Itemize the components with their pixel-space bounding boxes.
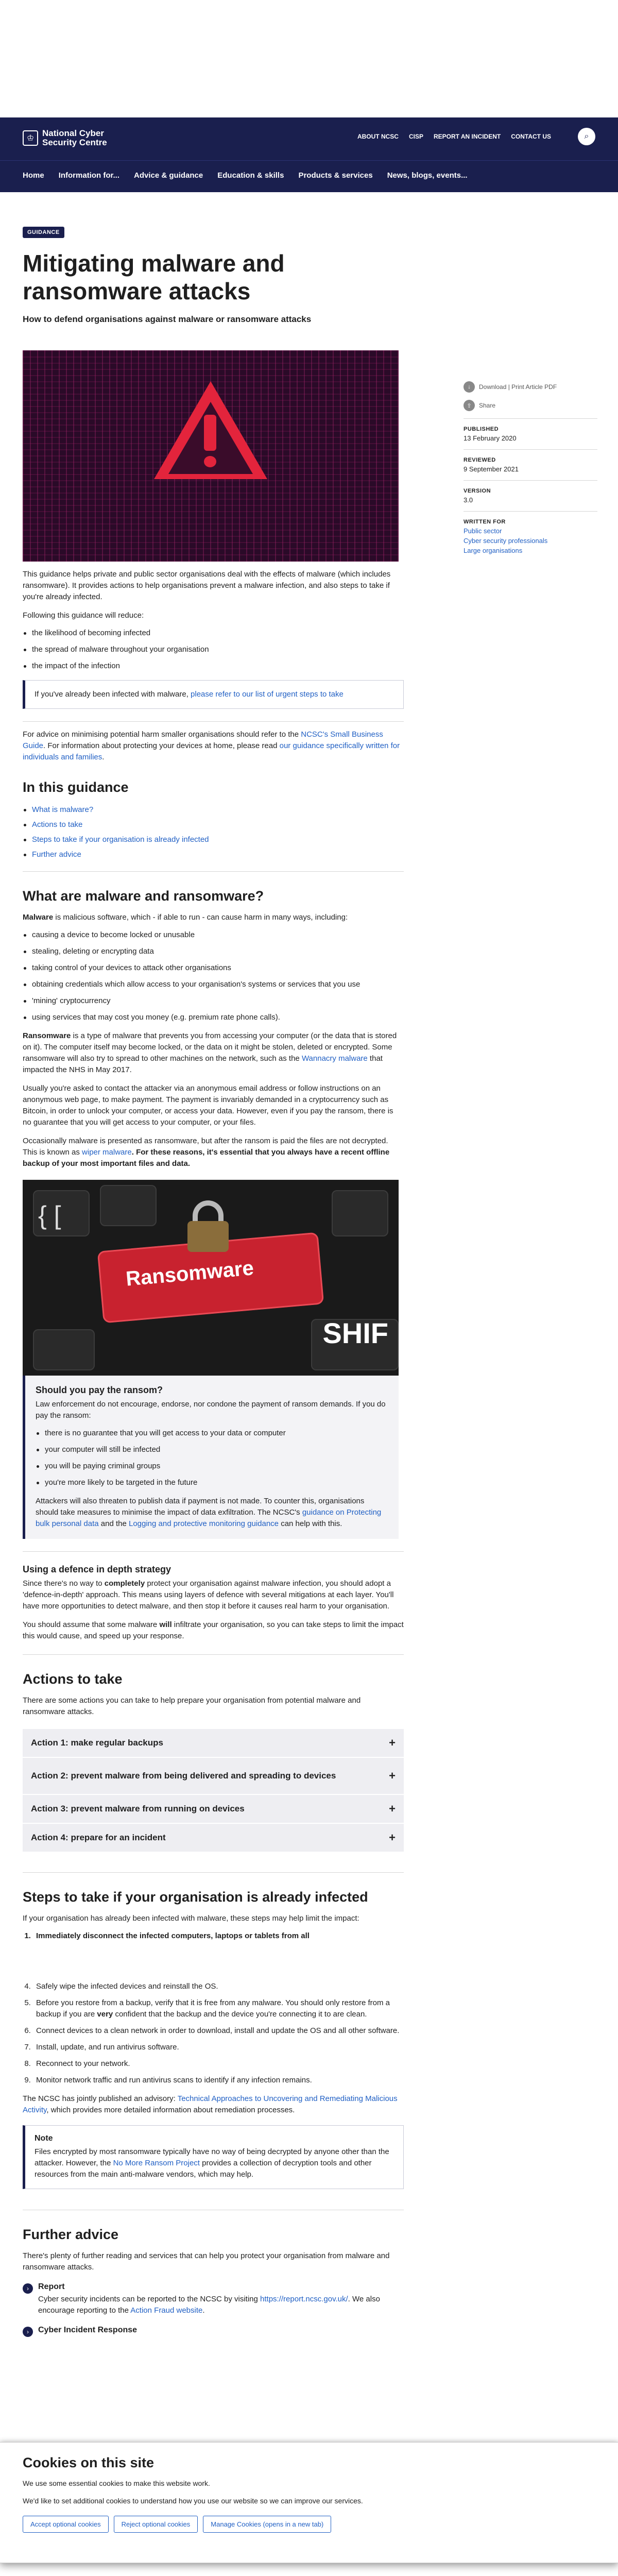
version-label: VERSION [464,488,491,494]
depth-heading: Using a defence in depth strategy [23,1564,171,1574]
pay-ransom-box [23,1376,399,1539]
version-value: 3.0 [464,496,473,504]
infected-callout [23,680,404,709]
ransomware-keyboard-image [23,1180,399,1376]
utility-link-about[interactable]: ABOUT NCSC [357,133,399,140]
ncsc-logo[interactable] [23,129,119,147]
list-item: your computer will still be infected [36,1444,388,1455]
advice-text-3: . [102,753,105,761]
advice-text-1: For advice on minimising potential harm smaller organisations should refer to the [23,730,301,739]
step-item: 7. Install, update, and run antivirus software. [33,2042,404,2053]
utility-link-contact[interactable]: CONTACT US [511,133,551,140]
advisory-b: , which provides more detailed information about remediation processes. [46,2106,295,2114]
urgent-steps-link[interactable]: please refer to our list of urgent steps to take [191,690,344,699]
article-content [23,227,404,2337]
reject-cookies-button[interactable]: Reject optional cookies [114,2516,198,2533]
article-sidebar [464,381,597,554]
download-label: Download | Print Article PDF [479,383,557,391]
accordion-label: Action 4: prepare for an incident [31,1833,166,1842]
bulk-personal-data-link[interactable]: guidance on Protecting bulk personal data [36,1508,382,1528]
list-item: obtaining credentials which allow access to your organisation's systems or services that you use [23,979,404,990]
step-item: 6. Connect devices to a clean network in order to download, install and update the OS and all other software. [33,2025,404,2037]
actions-intro: There are some actions you can take to help prepare your organisation from potential malware and ransomware attacks. [23,1696,361,1716]
small-business-guide-link[interactable]: NCSC's Small Business Guide [23,730,383,750]
version-block [464,480,597,504]
cookie-text-1: We use some essential cookies to make this website work. [23,2479,210,2487]
infected-intro: If your organisation has already been infected with malware, these steps may help limit the impact: [23,1914,359,1923]
malware-harm-list [23,929,404,1023]
cookie-text-2: We'd like to set additional cookies to understand how you use our website so we can improve our services. [23,2497,363,2505]
report-text [38,2294,404,2316]
step5-a: Before you restore from a backup, verify that it is free from any malware. You should only restore from a backup if you are [36,1998,390,2019]
accordion-label: Action 2: prevent malware from being delivered and spreading to devices [31,1771,336,1781]
reviewed-block [464,449,597,473]
note-text [35,2146,394,2180]
audience-link-public[interactable]: Public sector [464,527,502,535]
toc-link-actions[interactable]: Actions to take [32,820,83,829]
crown-icon: ♔ [23,130,38,146]
report-a: Cyber security incidents can be reported to the NCSC by visiting [38,2295,261,2303]
bracket-key-glyph: { [ [38,1201,61,1230]
wiper-bold-text: . For these reasons, it's essential that you always have a recent offline backup of your most important files and data. [23,1148,390,1168]
published-label: PUBLISHED [464,426,499,432]
nav-home[interactable]: Home [23,171,44,180]
accordion-action-2[interactable] [23,1757,404,1794]
infected-steps [33,1981,404,2086]
resource-title: Report [38,2282,65,2291]
malware-def-text: is malicious software, which - if able to run - can cause harm in many ways, including: [53,913,348,922]
toc-link-infected[interactable]: Steps to take if your organisation is already infected [32,835,209,844]
main-nav [0,160,618,192]
logo-text: National Cyber Security Centre [42,128,107,147]
extortion-text [36,1496,388,1530]
chevron-right-icon: › [23,2327,33,2337]
site-header [0,117,618,160]
wiper-text [23,1136,404,1170]
accordion-label: Action 1: make regular backups [31,1738,163,1748]
nav-advice[interactable]: Advice & guidance [134,171,203,180]
reviewed-date: 9 September 2021 [464,465,519,473]
audience-link-professionals[interactable]: Cyber security professionals [464,537,548,545]
actions-heading: Actions to take [23,1671,123,1687]
wiper-malware-link[interactable]: wiper malware [82,1148,132,1157]
share-label: Share [479,402,496,409]
report-b: . We also encourage reporting to the [38,2295,380,2315]
wiper-text-1: Occasionally malware is presented as ransomware, but after the ransom is paid the files are not decrypted. This is known as [23,1137,388,1157]
list-item: stealing, deleting or encrypting data [23,946,404,957]
reduce-intro: Following this guidance will reduce: [23,611,144,620]
download-pdf-link[interactable] [464,381,597,393]
list-item: 'mining' cryptocurrency [23,995,404,1007]
step-item: 9. Monitor network traffic and run antivirus scans to identify if any infection remains. [33,2075,404,2086]
step-item: 1. Immediately disconnect the infected computers, laptops or tablets from all [33,1930,404,1942]
plus-icon: + [389,1831,396,1844]
step-item [33,1997,404,2020]
depth-text-1 [23,1578,404,1612]
share-link[interactable] [464,400,597,411]
note-box [23,2125,404,2189]
further-intro: There's plenty of further reading and services that can help you protect your organisation from malware and ransomware attacks. [23,2251,390,2272]
written-for-block [464,511,597,554]
extortion-tail: can help with this. [279,1519,342,1528]
reviewed-label: REVIEWED [464,457,496,463]
utility-nav [357,133,551,140]
reduce-list [23,628,404,672]
cookie-heading: Cookies on this site [23,2455,154,2470]
warning-icon [204,415,216,451]
logging-monitoring-link[interactable]: Logging and protective monitoring guidance [128,1519,279,1528]
no-more-ransom-link[interactable]: No More Ransom Project [113,2159,200,2167]
pay-ransom-heading: Should you pay the ransom? [36,1385,163,1395]
step5-bold: very [97,2010,113,2019]
infected-steps-top [33,1930,404,1942]
wannacry-link[interactable]: Wannacry malware [301,1054,368,1063]
depth-p1-bold: completely [104,1579,145,1588]
extortion-and: and the [98,1519,129,1528]
published-block [464,418,597,442]
list-item: you're more likely to be targeted in the future [36,1477,388,1488]
top-whitespace [0,0,618,117]
shift-key-label: SHIF [322,1317,388,1349]
malware-term: Malware [23,913,54,922]
pay-ransom-list [36,1428,388,1488]
plus-icon: + [389,1769,396,1782]
resource-title: Cyber Incident Response [38,2326,138,2334]
depth-p2-a: You should assume that some malware [23,1620,160,1629]
manage-cookies-button[interactable]: Manage Cookies (opens in a new tab) [203,2516,331,2533]
intro-text: This guidance helps private and public sector organisations deal with the effects of malware (which includes ransomware). It provides actions to help organisations prevent a malware infection, and also steps to take if you're already infected. [23,570,391,601]
toc-heading: In this guidance [23,779,129,795]
nav-products[interactable]: Products & services [298,171,373,180]
depth-p2-bold: will [159,1620,172,1629]
accordion-label: Action 3: prevent malware from running on devices [31,1804,245,1814]
note-text-a: Files encrypted by most ransomware typically have no way of being decrypted by anyone other than the attacker. However, the [35,2147,389,2167]
download-icon: ↓ [464,381,475,393]
plus-icon: + [389,1802,396,1815]
list-item: the likelihood of becoming infected [23,628,404,639]
malware-definition [23,912,404,923]
advisory-text [23,2093,404,2116]
depth-p1-a: Since there's no way to [23,1579,105,1588]
accordion-action-3[interactable] [23,1794,404,1823]
note-heading: Note [35,2134,53,2143]
utility-link-cisp[interactable]: CISP [408,133,423,140]
advice-text [23,729,404,763]
cookie-banner [0,2442,618,2563]
published-date: 13 February 2020 [464,434,517,442]
advisory-a: The NCSC has jointly published an advisory: [23,2094,178,2103]
malware-heading: What are malware and ransomware? [23,888,264,904]
ransomware-text: is a type of malware that prevents you from accessing your computer (or the data that is stored on it). The computer itself may become locked, or the data on it might be stolen, deleted or encrypted. Some ransomware will also try to spread to other machines on the network, such as the [23,1031,397,1063]
list-item: the spread of malware throughout your organisation [23,644,404,655]
callout-text: If you've already been infected with malware, [35,690,191,699]
accordion-action-1[interactable] [23,1728,404,1757]
ransomware-term: Ransomware [23,1031,71,1040]
note-text-b: provides a collection of decryption tools and other resources from the main anti-malware vendors, which may help. [35,2159,372,2179]
resource-report [23,2282,404,2316]
step-item: 8. Reconnect to your network. [33,2058,404,2070]
advice-text-2: . For information about protecting your devices at home, please read [43,741,280,750]
written-for-label: WRITTEN FOR [464,519,506,525]
depth-p1-b: protect your organisation against malware infection, you should adopt a 'defence-in-depth' approach. This means using layers of defence with several mitigations at each layer. You'll have more opportunities to detect malware, and then stop it before it causes real harm to your organisation. [23,1579,394,1611]
toc-link-further[interactable]: Further advice [32,850,81,859]
hero-warning-image [23,350,399,562]
page-subtitle: How to defend organisations against malware or ransomware attacks [23,314,312,324]
resource-cir [23,2326,404,2337]
list-item: taking control of your devices to attack other organisations [23,962,404,974]
contact-attacker-text: Usually you're asked to contact the attacker via an anonymous email address or follow instructions on an anonymous web page, to make payment. The payment is invariably demanded in a cryptocurrency such as Bitcoin, in order to unlock your computer, or access your data. However, even if you pay the ransom, there is no guarantee that you will get access to your computer, or your files. [23,1084,393,1127]
share-icon: ⇪ [464,400,475,411]
nav-information[interactable]: Information for... [58,171,120,180]
further-heading: Further advice [23,2227,119,2242]
infected-heading: Steps to take if your organisation is already infected [23,1889,368,1905]
utility-link-report[interactable]: REPORT AN INCIDENT [433,133,501,140]
nav-education[interactable]: Education & skills [217,171,284,180]
step5-b: confident that the backup and the device you're connecting it to are clean. [113,2010,367,2019]
search-icon[interactable]: ⌕ [578,128,595,145]
list-item: there is no guarantee that you will get access to your data or computer [36,1428,388,1439]
extortion-text-1: Attackers will also threaten to publish data if payment is not made. To counter this, organisations should take measures to minimise the impact of data exfiltration. The NCSC's [36,1497,365,1517]
list-item: causing a device to become locked or unusable [23,929,404,941]
pay-ransom-intro: Law enforcement do not encourage, endorse, nor condone the payment of ransom demands. If you do pay the ransom: [36,1400,386,1420]
accordion-action-4[interactable] [23,1823,404,1852]
step-item: 4. Safely wipe the infected devices and reinstall the OS. [33,1981,404,1992]
nav-news[interactable]: News, blogs, events... [387,171,468,180]
toc-link-malware[interactable]: What is malware? [32,805,94,814]
ransomware-key-label: Ransomware [125,1257,255,1291]
report-url-link[interactable]: https://report.ncsc.gov.uk/ [260,2295,348,2303]
depth-p2-b: infiltrate your organisation, so you can take steps to limit the impact this would cause, and speed up your response. [23,1620,404,1640]
list-item: the impact of the infection [23,660,404,672]
depth-text-2 [23,1619,404,1642]
list-item: using services that may cost you money (e.g. premium rate phone calls). [23,1012,404,1023]
audience-link-large-orgs[interactable]: Large organisations [464,547,523,554]
page-title: Mitigating malware and ransomware attacks [23,250,285,304]
cookie-buttons [23,2516,589,2533]
ransomware-definition [23,1030,404,1076]
list-item: you will be paying criminal groups [36,1461,388,1472]
chevron-right-icon: › [23,2283,33,2294]
advisory-link[interactable]: Technical Approaches to Uncovering and Remediating Malicious Activity [23,2094,398,2114]
toc-list [23,805,404,859]
plus-icon: + [389,1736,396,1749]
ransomware-text-2: that impacted the NHS in May 2017. [23,1054,383,1074]
individuals-families-link[interactable]: our guidance specifically written for individuals and families [23,741,400,761]
actions-accordion [23,1728,404,1852]
accept-cookies-button[interactable]: Accept optional cookies [23,2516,109,2533]
guidance-badge: GUIDANCE [23,227,64,238]
action-fraud-link[interactable]: Action Fraud website [130,2306,203,2315]
report-c: . [202,2306,205,2315]
